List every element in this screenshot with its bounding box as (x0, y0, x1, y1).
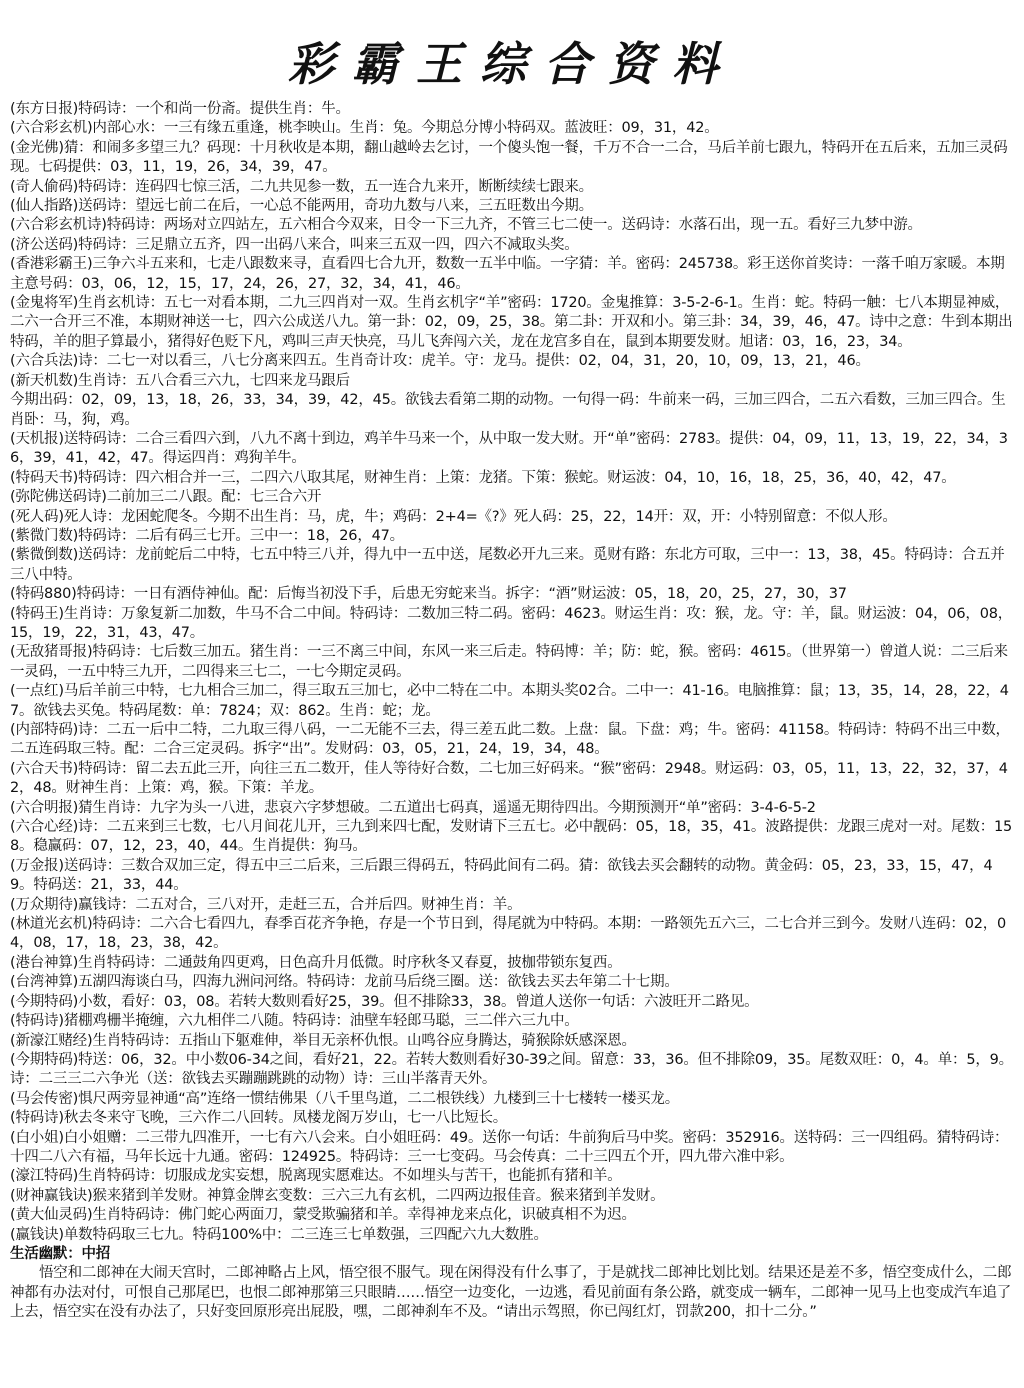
entry-huang-daxian: (黄大仙灵码)生肖特码诗：佛门蛇心两面刀，蒙受欺骗猪和羊。幸得神龙来点化，识破真相不为迟。 (10, 1207, 636, 1224)
entry-ziwei-daoshu: (紫微倒数)送码诗：龙前蛇后二中特，七五中特三八并，得九中一五中送，尾数必开九三来。觅财有路：东北方可取，三中一：13，38，45。特码诗：合五并三八中特。 (10, 547, 1005, 583)
entry-tema-880: (特码880)特码诗：一日有酒侍神仙。配：后悔当初没下手，后患无穷蛇来当。拆字：“酒”财运波：05，18，20，25，27，30，37 (10, 586, 847, 603)
page-title: 彩霸王综合资料 (288, 37, 736, 91)
entry-yidianhong: (一点红)马后羊前三中特，七九相合三加二，得三取五三加七，必中二特在二中。本期头奖02合。二中一：41-16。电脑推算：鼠；13，35，14，28，22，47。欲钱去买兔。特码尾数：单：7824；双：862。生肖：蛇；龙。 (10, 683, 1009, 719)
entry-xianren-zhilu: (仙人指路)送码诗：望远七前二在后，一心总不能两用，奇功九数与八来，三五旺数出今期。 (10, 198, 593, 215)
entry-tema-tianshu: (特码天书)特码诗：四六相合并一三，二四六八取其尾，财神生肖：上策：龙猪。下策：猴蛇。财运波：04，10，16，18，25，36，40，42，47。 (10, 469, 956, 486)
entry-gangtai-shensuan: (港台神算)生肖特码诗：二通鼓角四更鸡，日色高升月低微。时序秋冬又春夏，披枷带锁东复西。 (10, 954, 622, 971)
entry-wanzhong-qidai: (万众期待)赢钱诗：二五对合，三八对开，走赶三五，合并后四。财神生肖：羊。 (10, 896, 522, 913)
entry-haojiang-tema: (濠江特码)生肖特码诗：切服成龙实妄想，脱离现实愿难达。不如埋头与苦干，也能抓有猪和羊。 (10, 1168, 622, 1185)
entry-neibu-tema: (内部特码)诗：二五一后中二特，二九取三得八码，一二无能不三去，得三差五此二数。上盘：鼠。下盘：鸡；牛。密码：41158。特码诗：特码不出三中数，二五连码取三特。配：二合三定灵码。拆字“出”。发财码：03，05，21，24，19，34，48。 (10, 722, 1010, 758)
entry-xianggang-caibawang: (香港彩霸王)三争六斗五来和，七走八跟数来寻，直看四七合九开，数数一五半中临。一字猜：羊。密码：245738。彩王送你首奖诗：一落千咱万家暖。本期主意号码：03，06，12，15，17，24，26，27，32，34，41，46。 (10, 256, 1005, 292)
entry-tema-shi-2: (特码诗)秋去冬来守飞晚，三六作二八回转。凤楼龙阁万岁山，七一八比短长。 (10, 1110, 508, 1127)
entry-wanjin-bao: (万金报)送码诗：三数合双加三定，得五中三二后来，三后跟三得码五，特码此间有二码。猜：欲钱去买会翻转的动物。黄金码：05，23，33，15，47，49。特码送：21，33，44。 (10, 857, 993, 894)
entry-mahui-chuanmi: (马会传密)惧尺两旁显神通“高”连络一惯结佛果（八千里鸟道，二二根铁线）九楼到三十七楼转一楼买龙。 (10, 1090, 680, 1107)
entry-caishen-yingqian: (财神赢钱诀)猴来猪到羊发财。神算金牌玄变数：三六三九有玄机，二四两边报佳音。猴来猪到羊发财。 (10, 1187, 665, 1204)
entry-tema-shi-1: (特码诗)猪棚鸡栅半掩缠，六九相伴二八随。特码诗：油壁车轻郎马聪，三二伴六三九中。 (10, 1013, 579, 1030)
story-heading: 生活幽默：中招 (10, 1245, 111, 1262)
entry-liuhe-mingbao: (六合明报)猜生肖诗：九字为头一八进，悲哀六字梦想破。二五道出七码真，遥遥无期待四出。今期预测开“单”密码：3-4-6-5-2 (10, 799, 816, 816)
entry-jinguangfo: (金光佛)猜：和闹多多望三九？码现：十月秋收是本期，翻山越岭去乞讨，一个傻头饱一餐，千万不合一二合，马后羊前七跟九，特码开在五后来，五加三灵码现。七码提供：03，11，19，26，34，39，47。 (10, 139, 1008, 176)
entry-bai-xiaojie: (白小姐)白小姐赠：二三带九四准开，一七有六八会来。白小姐旺码：49。送你一句话：牛前狗后马中奖。密码：352916。送特码：三一四组码。猜特码诗：十四二八六有福，马年长远十九通。密码：124925。特码诗：三一七变码。马会传真：二十三四五个开，四九带六准中彩。 (10, 1129, 1009, 1165)
entry-liuhe-bingfa: (六合兵法)诗：二七一对以看三，八七分离来四五。生肖奇计攻：虎羊。守：龙马。提供：02，04，31，20，10，09，13，21，46。 (10, 353, 870, 370)
entry-jigong-songma: (济公送码)特码诗：三足鼎立五齐，四一出码八来合，叫来三五双一四，四六不减取头奖。 (10, 236, 579, 253)
entry-liuhecai-xuanji: (六合彩玄机)内部心水：一三有缘五重逢，桃李映山。生肖：兔。今期总分博小特码双。蓝波旺：09，31，42。 (10, 120, 719, 137)
entry-lin-daoguang: (林道光玄机)特码诗：二六合七看四九，春季百花齐争艳，存是一个节日到，得尾就为中特码。本期：一路领先五六三，二七合并三到今。发财八连码：02，04，08，17，18，23，38，42。 (10, 916, 1007, 952)
entry-jinqi-tema-2: (今期特码)特送：06，32。中小数06-34之间，看好21，22。若转大数则看好30-39之间。留意：33，36。但不排除09，35。尾数双旺：0，4。单：5，9。诗：二三三二六争光（送：欲钱去买蹦蹦跳跳的动物）诗：三山半落青天外。 (10, 1051, 1013, 1088)
entry-wudi-zhuge: (无敌猪哥报)特码诗：七后数三加五。猪生肖：一三不离三中间，东风一来三后走。特码博：羊；防：蛇，猴。密码：4615。（世界第一）曾道人说：二三后来一灵码，一五中特三九开，二四得来三七二，一七今期定灵码。 (10, 644, 1008, 680)
entry-qiren-touma: (奇人偷码)特码诗：连码四七惊三活，二九共见参一数，五一连合九来开，断断续续七跟来。 (10, 178, 593, 195)
story-text: 悟空和二郎神在大闹天宫时，二郎神略占上风，悟空很不服气。现在闲得没有什么事了，于是就找二郎神比划比划。结果还是差不多，悟空变成什么，二郎神都有办法对付，可恨自己那尾巴，也恨二郎神那第三只眼睛……悟空一边变化，一边逃，看见前面有条公路，就变成一辆车，二郎神一见马上也变成汽车追了上去，悟空实在没有办法了，只好变回原形亮出屁股，嘿，二郎神刹车不及。“请出示驾照，你已闯红灯，罚款200，扣十二分。” (10, 1265, 1012, 1321)
entry-jinqi-tema-1: (今期特码)小数，看好：03，08。若转大数则看好25，39。但不排除33，38。曾道人送你一句话：六波旺开二路见。 (10, 993, 759, 1010)
document-body (10, 100, 1014, 1323)
entry-liuhe-tianshu: (六合天书)特码诗：留二去五此三开，向往三五二数开，佳人等待好合数，二七加三好码来。“猴”密码：2948。财运码：03，05，11，13，22，32，37，42，48。财神生肖：上策：鸡，猴。下策：羊龙。 (10, 760, 1008, 797)
entry-xin-tianji-shu: (新天机数)生肖诗：五八合看三六九，七四来龙马跟后 (10, 372, 350, 389)
entry-liuhecai-xuanji-shi: (六合彩玄机诗)特码诗：两场对立四站左，五六相合今双来，日令一下三九齐，不管三七二使一。送码诗：水落石出，现一五。看好三九梦中游。 (10, 217, 922, 234)
entry-dongfang: (东方日报)特码诗：一个和尚一份斋。提供生肖：牛。 (10, 101, 350, 117)
entry-yingqian-jue: (赢钱诀)单数特码取三七九。特码100%中：二三连三七单数强，三四配六九大数胜。 (10, 1226, 548, 1243)
entry-tema-wang: (特码王)生肖诗：万象复新二加数，牛马不合二中间。特码诗：二数加三特二码。密码：4623。财运生肖：攻：猴，龙。守：羊，鼠。财运波：04，06，08，15，19，22，31，43，47。 (10, 605, 1013, 641)
entry-jinqi-chuma: 今期出码：02，09，13，18，26，33，34，39，42，45。欲钱去看第二期的动物。一句得一码：牛前来一码，三加三四合，二五六看数，三加三四合。生肖卧：马，狗，鸡。 (10, 392, 1006, 428)
entry-ziwei-menshu: (紫微门数)特码诗：二后有码三七开。三中一：18，26，47。 (10, 527, 404, 544)
entry-xin-haojiang: (新濠江赌经)生肖特码诗：五指山下躯难伸，举目无亲杯仇恨。山鸣谷应身腾达，骑猴除妖感深恩。 (10, 1032, 636, 1049)
entry-mituofo: (弥陀佛送码诗)二前加三二八跟。配：七三合六开 (10, 489, 322, 506)
entry-tianji-bao: (天机报)送特码诗：二合三看四六到，八九不离十到边，鸡羊牛马来一个，从中取一发大财。开“单”密码：2783。提供：04，09，11，13，19，22，34，36，39，41，42，47。得运四肖：鸡狗羊牛。 (10, 430, 1008, 467)
entry-taiwan-shensuan: (台湾神算)五湖四海谈白马，四海九洲问河络。特码诗：龙前马后绕三圈。送：欲钱去买去年第二十七期。 (10, 974, 679, 991)
entry-liuhe-xinjing: (六合心经)诗：二五来到三七数，七八月间花儿开，三九到来四七配，发财请下三五七。必中靓码：05，18，35，41。波路提供：龙跟三虎对一对。尾数：158。稳赢码：07，12，23，40，44。生肖提供：狗马。 (10, 819, 1013, 855)
entry-siren-ma: (死人码)死人诗：龙困蛇爬冬。今期不出生肖：马，虎，牛；鸡码：2+4=《?》死人码：25，22，14开：双，开：小特别留意：不似人形。 (10, 508, 897, 525)
entry-jingui-jiangjun: (金鬼将军)生肖玄机诗：五七一对看本期，二九三四肖对一双。生肖玄机字“羊”密码：1720。金鬼推算：3-5-2-6-1。生肖：蛇。特码一触：七八本期显神威，二六一合开三不准，本期财神送一七，四六公成送八九。第一卦：02，09，25，38。第二卦：开双和小。第三卦：34，39，46，47。诗中之意：牛到本期出特码，羊的胆子算最小，猪得好色贬下凡，鸡叫三声天快亮，马儿飞奔闯六关，龙在龙宫多自在，鼠到本期要发财。旭诸：03，16，23，34。 (10, 295, 1013, 350)
